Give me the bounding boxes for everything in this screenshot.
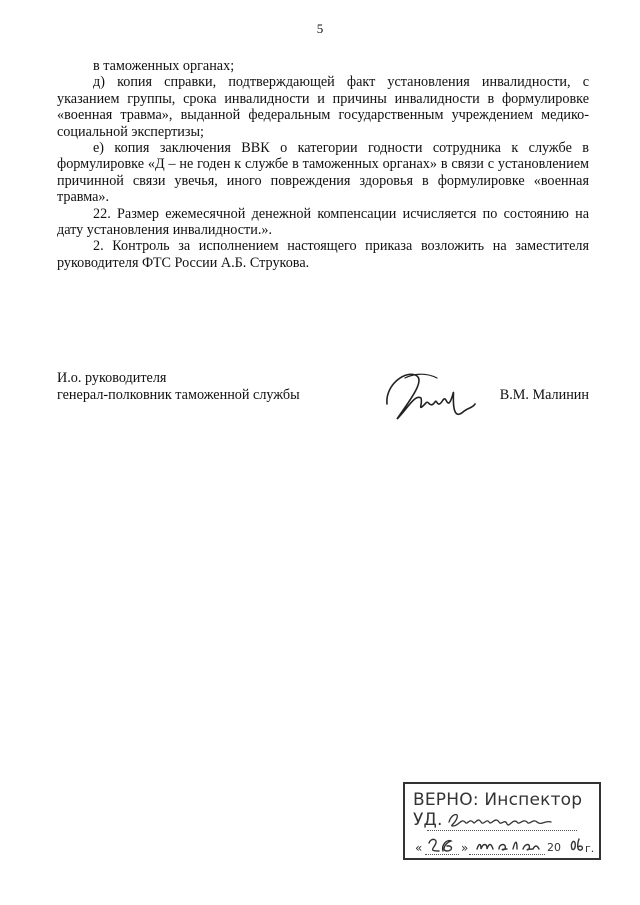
page-number: 5 xyxy=(316,21,324,36)
stamp-date-day xyxy=(423,835,459,855)
stamp-name-underline xyxy=(427,830,577,831)
stamp-day-underline xyxy=(425,854,459,855)
certification-stamp xyxy=(403,782,601,860)
stamp-date-row xyxy=(413,835,595,857)
paragraph-item-e: е) копия заключения ВВК о категории годности сотрудника к службе в формулировке «Д – не годен к службе в таможенных органах» в связи с установлением причинной связи увечья, иного повреждения здоровья в формулировке «военная травма». xyxy=(57,140,589,206)
signatory-name: В.М. Малинин xyxy=(499,387,589,403)
paragraph-continuation: в таможенных органах; xyxy=(93,58,235,74)
stamp-year-suffix: г. xyxy=(585,842,595,855)
stamp-year-prefix: 20 xyxy=(547,841,561,854)
stamp-year-handwritten xyxy=(569,835,585,855)
document-body xyxy=(57,58,589,271)
signature-block xyxy=(57,370,589,430)
stamp-handwritten-name xyxy=(445,808,555,830)
stamp-quote-open: « xyxy=(415,841,423,855)
signatory-title-line1: И.о. руководителя xyxy=(57,370,167,386)
stamp-header: ВЕРНО: Инспектор УД. xyxy=(413,790,583,830)
stamp-quote-close: » xyxy=(461,841,469,855)
stamp-month-underline xyxy=(469,854,545,855)
signatory-title-line2: генерал-полковник таможенной службы xyxy=(57,387,300,403)
stamp-date-month xyxy=(473,835,543,855)
paragraph-2: 2. Контроль за исполнением настоящего приказа возложить на заместителя руководителя ФТС России А.Б. Струкова. xyxy=(57,238,589,271)
paragraph-item-d: д) копия справки, подтверждающей факт установления инвалидности, с указанием группы, срока инвалидности и причины инвалидности в формулировке «военная травма», выданной федеральным государственным учреждением медико-социальной экспертизы; xyxy=(57,74,589,140)
handwritten-signature xyxy=(377,364,477,434)
paragraph-22: 22. Размер ежемесячной денежной компенсации исчисляется по состоянию на дату установления инвалидности.». xyxy=(57,205,589,239)
